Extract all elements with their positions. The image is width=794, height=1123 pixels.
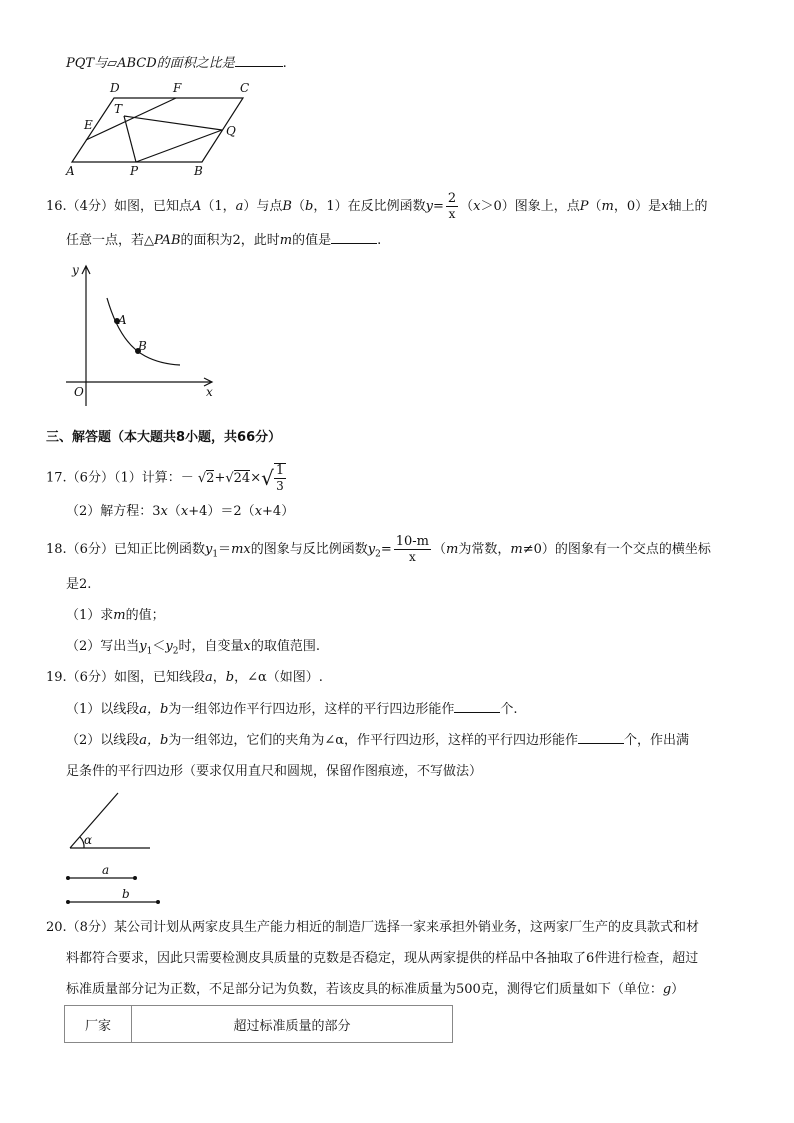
q17-line2: （2）解方程：3x（x+4）＝2（x+4） [66,504,295,519]
q15-period: . [282,56,287,71]
label-e: E [84,118,93,132]
q16-line2: 任意一点，若△PAB的面积为2，此时m的值是 . [66,233,382,248]
angle-ray-1 [70,793,118,848]
parallelogram-abcd [72,98,243,162]
parallelogram-figure [60,78,250,178]
segment-b-start [66,900,70,904]
q18-part1: （1）求m的值； [66,608,165,623]
q19-line1: 19.（6分）如图，已知线段a，b，∠α（如图）. [46,670,323,685]
table-row [65,1006,453,1043]
label-d: D [110,81,120,95]
sqrt-2: √2 [197,470,215,486]
q16-answer-blank[interactable] [331,231,377,244]
q19-part2-line2: 足条件的平行四边形（要求仅用直尺和圆规，保留作图痕迹，不写做法） [66,764,483,779]
table-header-factory: 厂家 [65,1006,132,1043]
label-q: Q [226,124,236,138]
label-o: O [74,385,84,399]
sqrt-24: √24 [225,470,251,486]
q18-line2: 是2. [66,577,92,592]
label-point-b: B [138,339,147,353]
segment-b-end [156,900,160,904]
q19-part2-blank[interactable] [578,731,624,744]
label-alpha: α [84,833,93,847]
q19-part1-blank[interactable] [454,700,500,713]
q20-table [64,1005,453,1043]
q19-part1: （1）以线段a，b为一组邻边作平行四边形，这样的平行四边形能作 个. [66,702,518,717]
label-y: y [72,263,79,277]
segment-tq [124,116,222,130]
q20-line2: 料都符合要求，因此只需要检测皮具质量的克数是否稳定，现从两家提供的样品中各抽取了6件进行检查，超过 [66,951,699,966]
label-b: b [122,887,130,901]
angle-segments-figure [60,790,160,905]
hyperbola-curve [107,298,180,365]
section-3-title: 三、解答题（本大题共8小题，共66分） [46,430,282,445]
fraction-2-over-x: $\frac{2}{x}$ [447,191,457,221]
label-a: A [66,164,75,178]
q18-line1: 18.（6分）已知正比例函数$y_1=mx$的图象与反比例函数$y_2=$ $\frac{10-m}{x}$ （m为常数，m≠0）的图象有一个交点的横坐标 [46,534,711,564]
label-b: B [194,164,203,178]
fraction-10-m-over-x: $\frac{10-m}{x}$ [395,534,430,564]
label-c: C [240,81,250,95]
q15-answer-blank[interactable] [235,54,283,67]
q17-line1: 17.（6分）（1）计算：－ √2+√24×√ $\frac{1}{3}$ [46,463,285,493]
segment-tp [124,116,136,162]
q20-line3: 标准质量部分记为正数，不足部分记为负数，若该皮具的标准质量为500克，测得它们质量如下（单位：g） [66,982,685,997]
segment-a-end [133,876,137,880]
segment-ef [86,98,176,140]
hyperbola-figure [60,258,220,408]
q18-part2: （2）写出当$y_1<y_2$时，自变量x的取值范围. [66,639,320,657]
table-header-excess: 超过标准质量的部分 [132,1006,453,1043]
sqrt-one-third: √ $\frac{1}{3}$ [261,463,285,493]
q16-line1: 16.（4分）如图，已知点A（1，a）与点B（b，1）在反比例函数y= $\frac{2}{x}$ （x＞0）图象上，点P（m，0）是x轴上的 [46,191,708,221]
label-t: T [114,102,123,116]
label-a: a [102,863,110,877]
segment-pq [136,130,222,162]
segment-a-start [66,876,70,880]
q15-text: PQT与▱ABCD的面积之比是 [66,56,235,71]
label-f: F [173,81,182,95]
label-x: x [206,385,213,399]
q19-part2: （2）以线段a，b为一组邻边，它们的夹角为∠α，作平行四边形，这样的平行四边形能作 个，作出满 [66,733,690,748]
label-p: P [130,164,139,178]
label-point-a: A [118,313,127,327]
q20-line1: 20.（8分）某公司计划从两家皮具生产能力相近的制造厂选择一家来承担外销业务，这两家厂生产的皮具款式和材 [46,920,699,935]
q15-tail [66,54,287,74]
